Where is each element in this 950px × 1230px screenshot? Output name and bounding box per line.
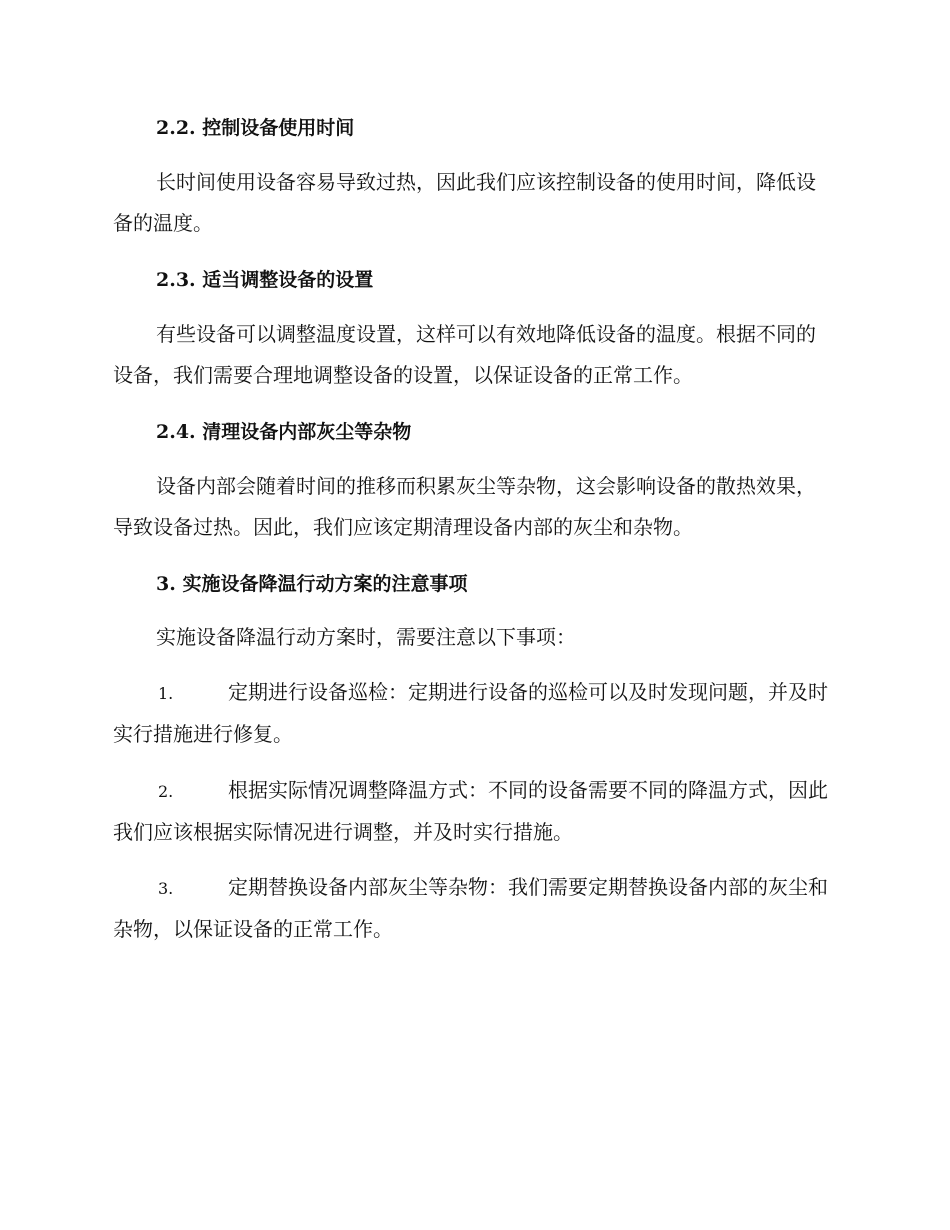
list-item-text: 根据实际情况调整降温方式：不同的设备需要不同的降温方式，因此我们应该根据实际情况进行调整，并及时实行措施。 (113, 778, 828, 844)
paragraph: 实施设备降温行动方案时，需要注意以下事项： (156, 625, 576, 649)
list-item (113, 672, 833, 755)
section-2-3-heading: 2.3. 适当调整设备的设置 (156, 269, 374, 291)
section-2-2-body (113, 162, 833, 244)
list-item (113, 867, 833, 950)
section-2-2-heading: 2.2. 控制设备使用时间 (156, 117, 355, 139)
section-2-4-heading: 2.4. 清理设备内部灰尘等杂物 (156, 421, 412, 443)
section-3-intro (113, 617, 833, 658)
list-item-text: 定期替换设备内部灰尘等杂物：我们需要定期替换设备内部的灰尘和杂物，以保证设备的正常工作。 (113, 875, 828, 941)
list-number: 3. (158, 879, 174, 898)
list-number: 2. (158, 782, 174, 801)
paragraph: 设备内部会随着时间的推移而积累灰尘等杂物，这会影响设备的散热效果，导致设备过热。因此，我们应该定期清理设备内部的灰尘和杂物。 (113, 474, 816, 539)
section-2-3-body (113, 314, 833, 396)
list-item (113, 770, 833, 853)
paragraph: 有些设备可以调整温度设置，这样可以有效地降低设备的温度。根据不同的设备，我们需要合理地调整设备的设置，以保证设备的正常工作。 (113, 322, 816, 387)
list-number: 1. (158, 684, 174, 703)
list-item-text: 定期进行设备巡检：定期进行设备的巡检可以及时发现问题，并及时实行措施进行修复。 (113, 680, 828, 746)
section-3-heading: 3. 实施设备降温行动方案的注意事项 (156, 573, 468, 595)
section-2-4-body (113, 466, 833, 548)
paragraph: 长时间使用设备容易导致过热，因此我们应该控制设备的使用时间，降低设备的温度。 (113, 170, 816, 235)
